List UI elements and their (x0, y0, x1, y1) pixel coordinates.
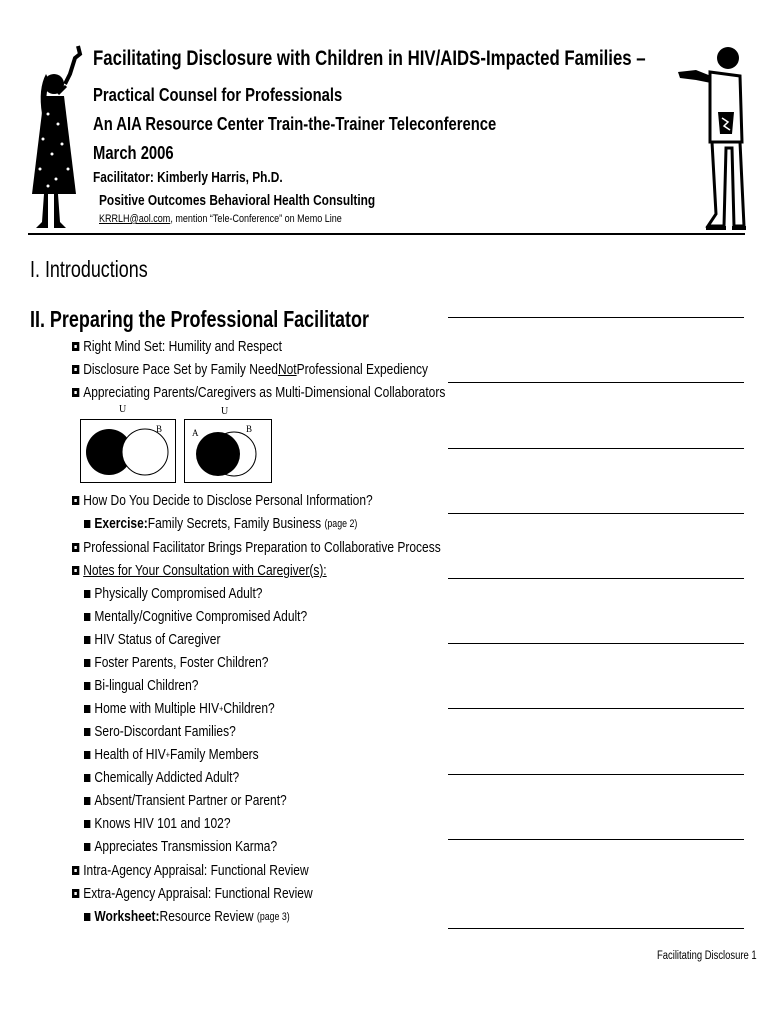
document-title: Facilitating Disclosure with Children in HIV/AIDS-Impacted Families – (93, 47, 646, 70)
filled-square-bullet-icon (84, 820, 90, 828)
venn-set-b-label: B (156, 424, 163, 434)
document-subtitle: Practical Counsel for Professionals (93, 84, 343, 105)
venn-universe-label: U (119, 404, 127, 415)
filled-square-bullet-icon (84, 843, 90, 851)
filled-square-bullet-icon (84, 797, 90, 805)
header-divider (28, 233, 745, 235)
organization-line: Positive Outcomes Behavioral Health Consulting (99, 193, 376, 209)
sub-list-item: Home with Multiple HIV + Children? (84, 700, 275, 717)
list-item: Professional Facilitator Brings Preparation to Collaborative Process (72, 539, 441, 556)
contact-line (99, 213, 342, 225)
page-footer: Facilitating Disclosure 1 (657, 950, 757, 962)
venn-set-a-label: A (86, 420, 93, 430)
answer-line[interactable] (448, 643, 744, 644)
section-introductions: I. Introductions (30, 256, 148, 282)
answer-line[interactable] (448, 774, 744, 775)
answer-line[interactable] (448, 513, 744, 514)
sub-list-item: Physically Compromised Adult? (84, 585, 262, 602)
square-bullet-icon (72, 388, 79, 397)
section-preparing-facilitator: II. Preparing the Professional Facilitator (30, 306, 369, 332)
filled-square-bullet-icon (84, 590, 90, 598)
email-link[interactable]: KRRLH@aol.com (99, 213, 171, 225)
sub-list-item: Foster Parents, Foster Children? (84, 654, 268, 671)
filled-square-bullet-icon (84, 913, 90, 921)
filled-square-bullet-icon (84, 613, 90, 621)
filled-square-bullet-icon (84, 728, 90, 736)
answer-line[interactable] (448, 317, 744, 318)
sub-list-item: Appreciates Transmission Karma? (84, 838, 277, 855)
sub-list-item: Bi-lingual Children? (84, 677, 198, 694)
square-bullet-icon (72, 543, 79, 552)
filled-square-bullet-icon (84, 682, 90, 690)
filled-square-bullet-icon (84, 774, 90, 782)
square-bullet-icon (72, 365, 79, 374)
answer-line[interactable] (448, 578, 744, 579)
worksheet-item: Worksheet: Resource Review (page 3) (84, 908, 290, 925)
sub-list-item: Health of HIV + Family Members (84, 746, 259, 763)
girl-waving-illustration (28, 44, 84, 230)
list-item: How Do You Decide to Disclose Personal Information? (72, 492, 373, 509)
boy-pointing-illustration (676, 42, 746, 232)
venn-universe-label: U (221, 406, 229, 417)
filled-square-bullet-icon (84, 705, 90, 713)
square-bullet-icon (72, 566, 79, 575)
teleconference-line: An AIA Resource Center Train-the-Trainer Teleconference (93, 113, 497, 134)
list-item: Notes for Your Consultation with Caregiver(s): (72, 562, 327, 579)
list-item: Intra-Agency Appraisal: Functional Review (72, 862, 309, 879)
document-date: March 2006 (93, 142, 174, 163)
list-item: Right Mind Set: Humility and Respect (72, 338, 282, 355)
square-bullet-icon (72, 889, 79, 898)
square-bullet-icon (72, 496, 79, 505)
sub-list-item: Mentally/Cognitive Compromised Adult? (84, 608, 307, 625)
square-bullet-icon (72, 866, 79, 875)
list-item: Disclosure Pace Set by Family Need Not Professional Expediency (72, 361, 428, 378)
sub-list-item: Sero-Discordant Families? (84, 723, 236, 740)
answer-line[interactable] (448, 708, 744, 709)
sub-list-item: Absent/Transient Partner or Parent? (84, 792, 287, 809)
filled-square-bullet-icon (84, 659, 90, 667)
filled-square-bullet-icon (84, 636, 90, 644)
sub-list-item: Chemically Addicted Adult? (84, 769, 239, 786)
list-item: Extra-Agency Appraisal: Functional Review (72, 885, 313, 902)
venn-set-b-label: B (246, 424, 253, 434)
filled-square-bullet-icon (84, 520, 90, 528)
answer-line[interactable] (448, 448, 744, 449)
facilitator-line: Facilitator: Kimberly Harris, Ph.D. (93, 170, 283, 186)
sub-list-item: HIV Status of Caregiver (84, 631, 220, 648)
filled-square-bullet-icon (84, 751, 90, 759)
sub-list-item: Knows HIV 101 and 102? (84, 815, 231, 832)
email-note: , mention “Tele-Conference” on Memo Line (170, 213, 342, 225)
answer-line[interactable] (448, 382, 744, 383)
list-item: Appreciating Parents/Caregivers as Multi-Dimensional Collaborators (72, 384, 445, 401)
venn-set-a-label: A (192, 428, 199, 438)
answer-line[interactable] (448, 839, 744, 840)
square-bullet-icon (72, 342, 79, 351)
answer-line[interactable] (448, 928, 744, 929)
exercise-item: Exercise: Family Secrets, Family Business (page 2) (84, 515, 357, 532)
